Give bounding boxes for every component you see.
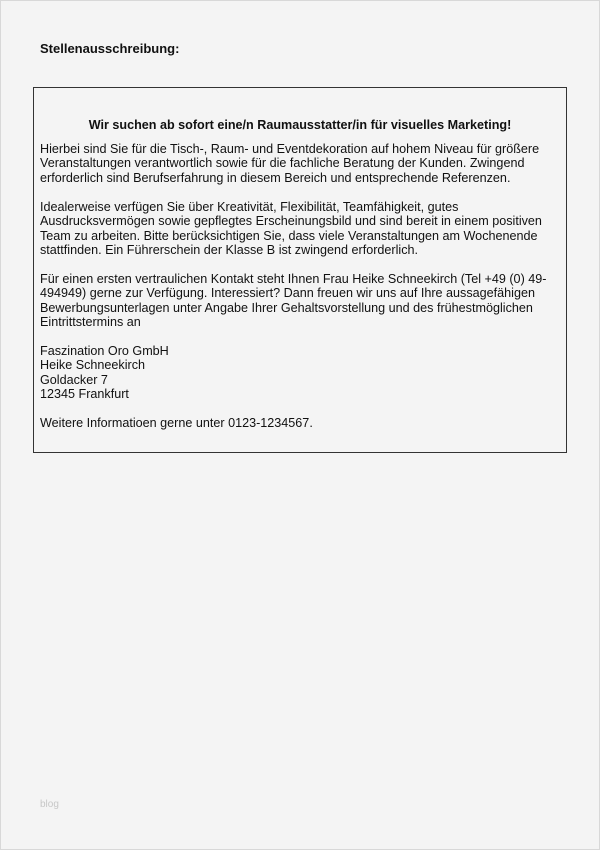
job-title: Wir suchen ab sofort eine/n Raumausstatter/in für visuelles Marketing! bbox=[88, 118, 512, 132]
job-description-paragraph: Hierbei sind Sie für die Tisch-, Raum- und Eventdekoration auf hohem Niveau für größere Veranstaltungen verantwortlich sowie für die fachliche Beratung der Kunden. Zwingend erforderlich sind Berufserfahrung in diesem Bereich und entsprechende Referenzen. bbox=[40, 142, 540, 185]
street-address: Goldacker 7 bbox=[40, 372, 108, 387]
job-posting-box bbox=[33, 87, 567, 453]
contact-application-paragraph: Für einen ersten vertraulichen Kontakt steht Ihnen Frau Heike Schneekirch (Tel +49 (0) 49-494949) gerne zur Verfügung. Interessiert? Dann freuen wir uns auf Ihre aussagefähigen Bewerbungsunterlagen unter Angabe Ihrer Gehaltsvorstellung und des frühestmöglichen Eintrittstermins an bbox=[40, 271, 547, 330]
candidate-profile-paragraph: Idealerweise verfügen Sie über Kreativität, Flexibilität, Teamfähigkeit, gutes Ausdrucksvermögen sowie gepflegtes Erscheinungsbild und sind bereit in einem positiven Team zu arbeiten. Bitte berücksichtigen Sie, dass viele Veranstaltungen am Wochenende stattfinden. Ein Führerschein der Klasse B ist zwingend erforderlich. bbox=[40, 199, 542, 257]
city-address: 12345 Frankfurt bbox=[40, 387, 129, 402]
company-name: Faszination Oro GmbH bbox=[40, 343, 169, 358]
watermark-text: blog bbox=[40, 799, 59, 810]
contact-person: Heike Schneekirch bbox=[40, 358, 145, 373]
more-info-note: Weitere Informatioen gerne unter 0123-1234567. bbox=[40, 416, 313, 431]
company-address bbox=[40, 344, 560, 402]
document-heading: Stellenausschreibung: bbox=[40, 41, 180, 56]
